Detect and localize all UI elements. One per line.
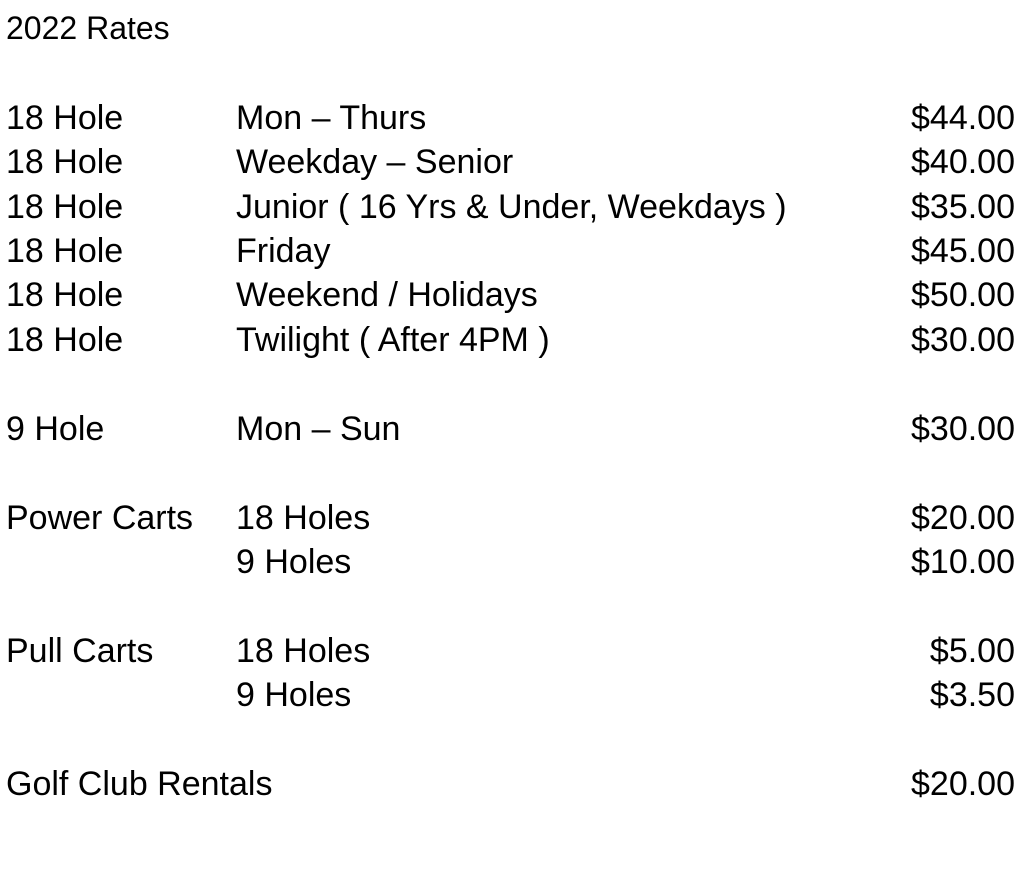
rate-row-9-mon-sun: [0, 407, 1024, 451]
rate-category: 9 Hole: [6, 410, 105, 448]
power-cart-row-9: [0, 540, 1024, 584]
rate-price: $20.00: [911, 499, 1015, 537]
pull-cart-row-9: [0, 673, 1024, 717]
rate-description: 9 Holes: [236, 543, 352, 581]
rate-category: 18 Hole: [6, 276, 124, 314]
rate-row-18-mon-thurs: [0, 96, 1024, 140]
rate-row-18-friday: [0, 229, 1024, 273]
rate-description: Mon – Thurs: [236, 99, 427, 137]
rate-category: 18 Hole: [6, 188, 124, 226]
rate-price: $10.00: [911, 543, 1015, 581]
rate-price: $20.00: [911, 765, 1015, 803]
club-rental-row: [0, 762, 1024, 806]
rate-price: $44.00: [911, 99, 1015, 137]
pull-cart-row-18: [0, 629, 1024, 673]
rate-category: 18 Hole: [6, 99, 124, 137]
rate-category: Golf Club Rentals: [6, 765, 273, 803]
rate-price: $35.00: [911, 188, 1015, 226]
rate-price: $40.00: [911, 143, 1015, 181]
rate-row-18-junior: [0, 185, 1024, 229]
rate-category: 18 Hole: [6, 143, 124, 181]
rate-description: Friday: [236, 232, 331, 270]
page-title: 2022 Rates: [6, 10, 170, 46]
rate-description: 18 Holes: [236, 632, 371, 670]
rate-price: $5.00: [929, 632, 1015, 670]
rate-category: Pull Carts: [6, 632, 154, 670]
rate-description: Twilight ( After 4PM ): [236, 321, 550, 359]
rate-description: 18 Holes: [236, 499, 371, 537]
rate-row-18-twilight: [0, 318, 1024, 362]
power-cart-row-18: [0, 496, 1024, 540]
rate-price: $30.00: [911, 410, 1015, 448]
rate-description: Weekday – Senior: [236, 143, 514, 181]
rate-description: 9 Holes: [236, 676, 352, 714]
rate-category: 18 Hole: [6, 232, 124, 270]
rate-category: Power Carts: [6, 499, 194, 537]
rate-price: $3.50: [929, 676, 1015, 714]
rate-description: Junior ( 16 Yrs & Under, Weekdays ): [236, 188, 787, 226]
rate-description: Weekend / Holidays: [236, 276, 538, 314]
rate-category: 18 Hole: [6, 321, 124, 359]
rate-price: $50.00: [911, 276, 1015, 314]
rate-row-18-weekend-holidays: [0, 273, 1024, 317]
rate-description: Mon – Sun: [236, 410, 401, 448]
rate-price: $45.00: [911, 232, 1015, 270]
rate-price: $30.00: [911, 321, 1015, 359]
rate-row-18-weekday-senior: [0, 140, 1024, 184]
